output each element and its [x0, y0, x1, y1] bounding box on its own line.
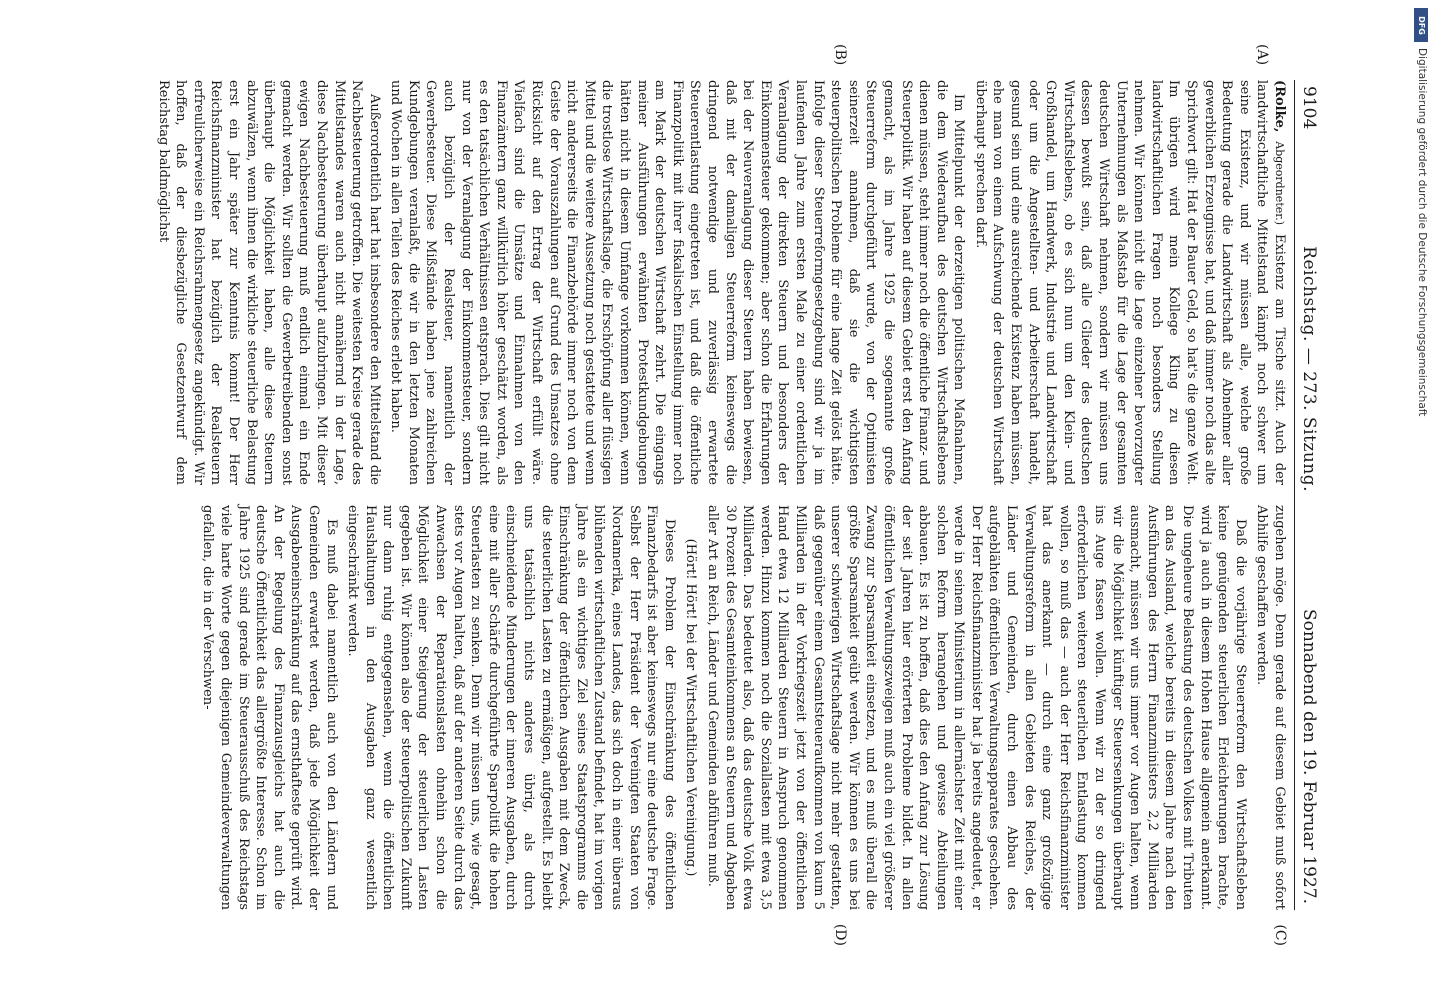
session-number: — 273. Sitzung. [1299, 347, 1319, 493]
speaker-name: (Rolke, [1272, 80, 1287, 133]
right-column [150, 505, 1288, 946]
margin-mark-c: (C) [1272, 924, 1288, 946]
right-paragraph-3: Dieses Problem der Einschränkung des öffentlichen Finanzbedarfs ist aber keineswegs nur eine deutsche Frage. Selbst der Herr Präsident der Vereinigten Staaten von Nordamerika, eines Landes, das sich doch in einer überaus blühenden wirtschaftlichen Zustand befindet, hat im vorigen Jahre als ein wichtiges Ziel seines Staatsprogramms die Einschränkung der öffentlichen Ausgaben mit dem Zweck, die steuerlichen Lasten zu ermäßigen, aufgestellt. Es bleibt uns tatsächlich nichts anderes übrig, als durch einschneidende Minderungen der inneren Ausgaben, durch eine mit aller Schärfe durchgeführte Sparpolitik die hohen Steuerlasten zu senken. Denn wir müssen uns, wie gesagt, stets vor Augen halten, daß auf der anderen Seite durch das Anwachsen der Reparationslasten ohnehin schon die Möglichkeit einer Steigerung der steuerlichen Lasten gegeben ist. Wir können also der steuerpolitischen Zukunft nur dann ruhig entgegensehen, wenn die öffentlichen Haushaltungen in den Ausgaben ganz wesentlich eingeschränkt werden. [345, 505, 677, 910]
margin-mark-a: (A) [1254, 44, 1270, 66]
page-number: 9104 [1299, 86, 1319, 130]
session-heading [1299, 246, 1319, 492]
right-paragraph-2: Daß die vorjährige Steuerreform den Wirtschaftsleben keine genügenden steuerlichen Erleichterungen brachte, wird ja auch in diesem Hohen Hause allgemein anerkannt. Die ungeheure Belastung des deutschen Volkes mit Tributen an das Ausland, welche bereits in diesem Jahre nach den Ausführungen des Herrn Finanzministers 2,2 Milliarden ausmacht, müssen wir uns immer vor Augen halten, wenn wir die Möglichkeit künftiger Steuersenkungen überhaupt ins Auge fassen wollen. Wenn wir zu der so dringend erforderlichen weiteren steuerlichen Entlastung kommen wollen, so muß das — auch der Herr Reichsfinanzminister hat das anerkannt — durch eine ganz großzügige Verwaltungsreform in allen Gebieten des Reiches, der Länder und Gemeinden, durch einen Abbau des aufgeblähten öffentlichen Verwaltungsapparates geschehen. Der Herr Reichsfinanzminister hat ja bereits angedeutet, er werde in seinem Ministerium in allernächster Zeit mit einer solchen Reform herangehen und gewisse Abteilungen abbauen. Es ist zu hoffen, daß dies den Anfang zur Lösung der seit Jahren hier erörterten Probleme bildet. In allen öffentlichen Verwaltungszweigen muß auch ein viel größerer Zwang zur Sparsamkeit einsetzen, und es muß überall die größte Sparsamkeit geübt werden. Wir können es uns bei unserer schwierigen Wirtschaftslage nicht mehr gestatten, daß gegenüber einem Gesamtsteueraufkommen von kaum 5 Milliarden in der Vorkriegszeit jetzt von der öffentlichen Hand etwa 12 Milliarden Steuern in Anspruch genommen werden. Hinzu kommen noch die Soziallasten mit etwa 3,5 Milliarden. Das bedeutet also, daß das deutsche Volk etwa 30 Prozent des Gesamteinkommens an Steuern und Abgaben aller Art an Reich, Länder und Gemeinden abführen muß. [705, 505, 1248, 910]
left-paragraph-3: Außerordentlich hart hat insbesondere den Mittelstand die Nachbesteuerung getroffen. Die weitesten Kreise gerade des Mittelstandes waren auch nicht annähernd in der Lage, diese Nachbesteuerung überhaupt aufzubringen. Mit dieser ewigen Nachbesteuerung muß endlich einmal ein Ende gemacht werden. Wir sollten die Gewerbetreibenden sonst überhaupt die Möglichkeit haben, alle diese Steuern abzuwälzen, wenn ihnen die wirkliche steuerliche Belastung erst ein Jahr später zur Kenntnis kommt! Der Herr Reichsfinanzminister hat bezüglich der Realsteuern erfreulicherweise ein Reichsrahmengesetz angekündigt. Wir hoffen, daß der diesbezügliche Gesetzentwurf dem Reichstag baldmöglichst [155, 80, 382, 485]
dfg-logo: DFG [1414, 8, 1428, 42]
right-paragraph-1: zugehen möge. Denn gerade auf diesem Gebiet muß sofort Abhilfe geschaffen werden. [1254, 505, 1287, 910]
left-paragraph-1 [971, 80, 1288, 485]
digitization-credit [1412, 8, 1430, 988]
credit-text: Digitalisierung gefördert durch die Deutsche Forschungsgemeinschaft [1416, 48, 1428, 417]
rotated-document-page [100, 44, 1325, 946]
text-columns [150, 44, 1294, 946]
left-column [150, 44, 1288, 486]
left-paragraph-2: Im Mittelpunkt der derzeitigen politischen Maßnahmen, die dem Wiederaufbau des deutschen Wirtschaftslebens dienen müssen, steht immer noch die öffentliche Finanz- und Steuerpolitik. Wir haben auf diesem Gebiet erst den Anfang gemacht, als im Jahre 1925 die sogenannte große Steuerreform durchgeführt wurde, von der Optimisten seinerzeit annahmen, daß sie die wichtigsten steuerpolitischen Probleme für eine lange Zeit gelöst hätte. Infolge dieser Steuerreformgesetzgebung sind wir ja im laufenden Jahre zum ersten Male zu einer ordentlichen Veranlagung der direkten Steuern und besonders der Einkommensteuer gekommen; aber schon die Erfahrungen bei der Neuveranlagung dieser Steuern haben bewiesen, daß mit der damaligen Steuerreform keineswegs die dringend notwendige und zuverlässig erwartete Steuerentlastung eingetreten ist, und daß die öffentliche Finanzpolitik mit ihrer fiskalischen Einstellung immer noch am Mark der deutschen Wirtschaft zehrt. Die eingangs meiner Ausführungen erwähnten Protestkundgebungen hätten nicht in diesem Umfange vorkommen können, wenn die trostlose Wirtschaftslage, die Erschöpfung aller flüssigen Mittel und die weitere Aussetzung noch gestattete und wenn nicht andererseits die Finanzbehörde immer noch von dem Geiste der Vorauszahlungen auf Grund des Umsatzes ohne Rücksicht auf den Ertrag der Wirtschaft erfüllt wäre. Vielfach sind die Umsätze und Einnahmen von den Finanzämtern ganz willkürlich höher geschätzt worden, als es den tatsächlichen Verhältnissen entsprach. Dies gilt nicht nur von der Veranlagung der Einkommensteuer, sondern auch bezüglich der Realsteuer, namentlich der Gewerbesteuer. Diese Mißstände haben jene zahlreichen Kundgebungen veranlaßt, die wir in den letzten Monaten und Wochen in allen Teilen des Reiches erlebt haben. [388, 80, 967, 485]
margin-mark-d: (D) [832, 923, 848, 946]
speaker-note: Abgeordneter.) [1273, 141, 1286, 226]
margin-mark-b: (B) [832, 44, 848, 66]
left-paragraph-1-text: Existenz am Tische sitzt. Auch der landwirtschaftliche Mittelstand kämpft noch schwer um seine Existenz, und wir müssen alle, welche große Bedeutung gerade die Landwirtschaft als Abnehmer aller gewerblichen Erzeugnisse hat, und daß immer noch das alte Sprichwort gilt: Hat der Bauer Geld, so hat's die ganze Welt. Im übrigen wird mein Kollege Kling zu diesen landwirtschaftlichen Fragen noch besonders Stellung nehmen. Wir können nicht die Lage einzelner bevorzugter Unternehmungen als Maßstab für die Lage der gesamten deutschen Wirtschaft nehmen, sondern wir müssen uns dessen bewußt sein, daß alle Glieder des deutschen Wirtschaftslebens, ob es sich nun um den Klein- und Großhandel, um Handwerk, Industrie und Landwirtschaft oder um die Angestellten- und Arbeiterschaft handelt, gesund sein und eine ausreichende Existenz haben müssen, ehe man von einem Aufschwung der deutschen Wirtschaft überhaupt sprechen darf. [972, 80, 1287, 486]
interjection: (Hört! Hört! bei der Wirtschaftlichen Vereinigung.) [683, 538, 699, 877]
right-paragraph-4: Es muß dabei namentlich auch von den Ländern und Gemeinden erwartet werden, daß jede Möglichkeit der Ausgabeneinschränkung auf das ernsthafteste geprüft wird. An der Regelung des Finanzausgleichs hat auch die deutsche Öffentlichkeit das allergrößte Interesse. Schon im Jahre 1925 sind gerade im Steuerausschuß des Reichstags viele harte Worte gegen diejenigen Gemeindeverwaltungen gefallen, die in der Verschwen- [200, 505, 339, 910]
session-date: Sonnabend den 19. Februar 1927. [1299, 608, 1319, 904]
institution: Reichstag. [1299, 246, 1319, 342]
page-header [1294, 80, 1319, 910]
